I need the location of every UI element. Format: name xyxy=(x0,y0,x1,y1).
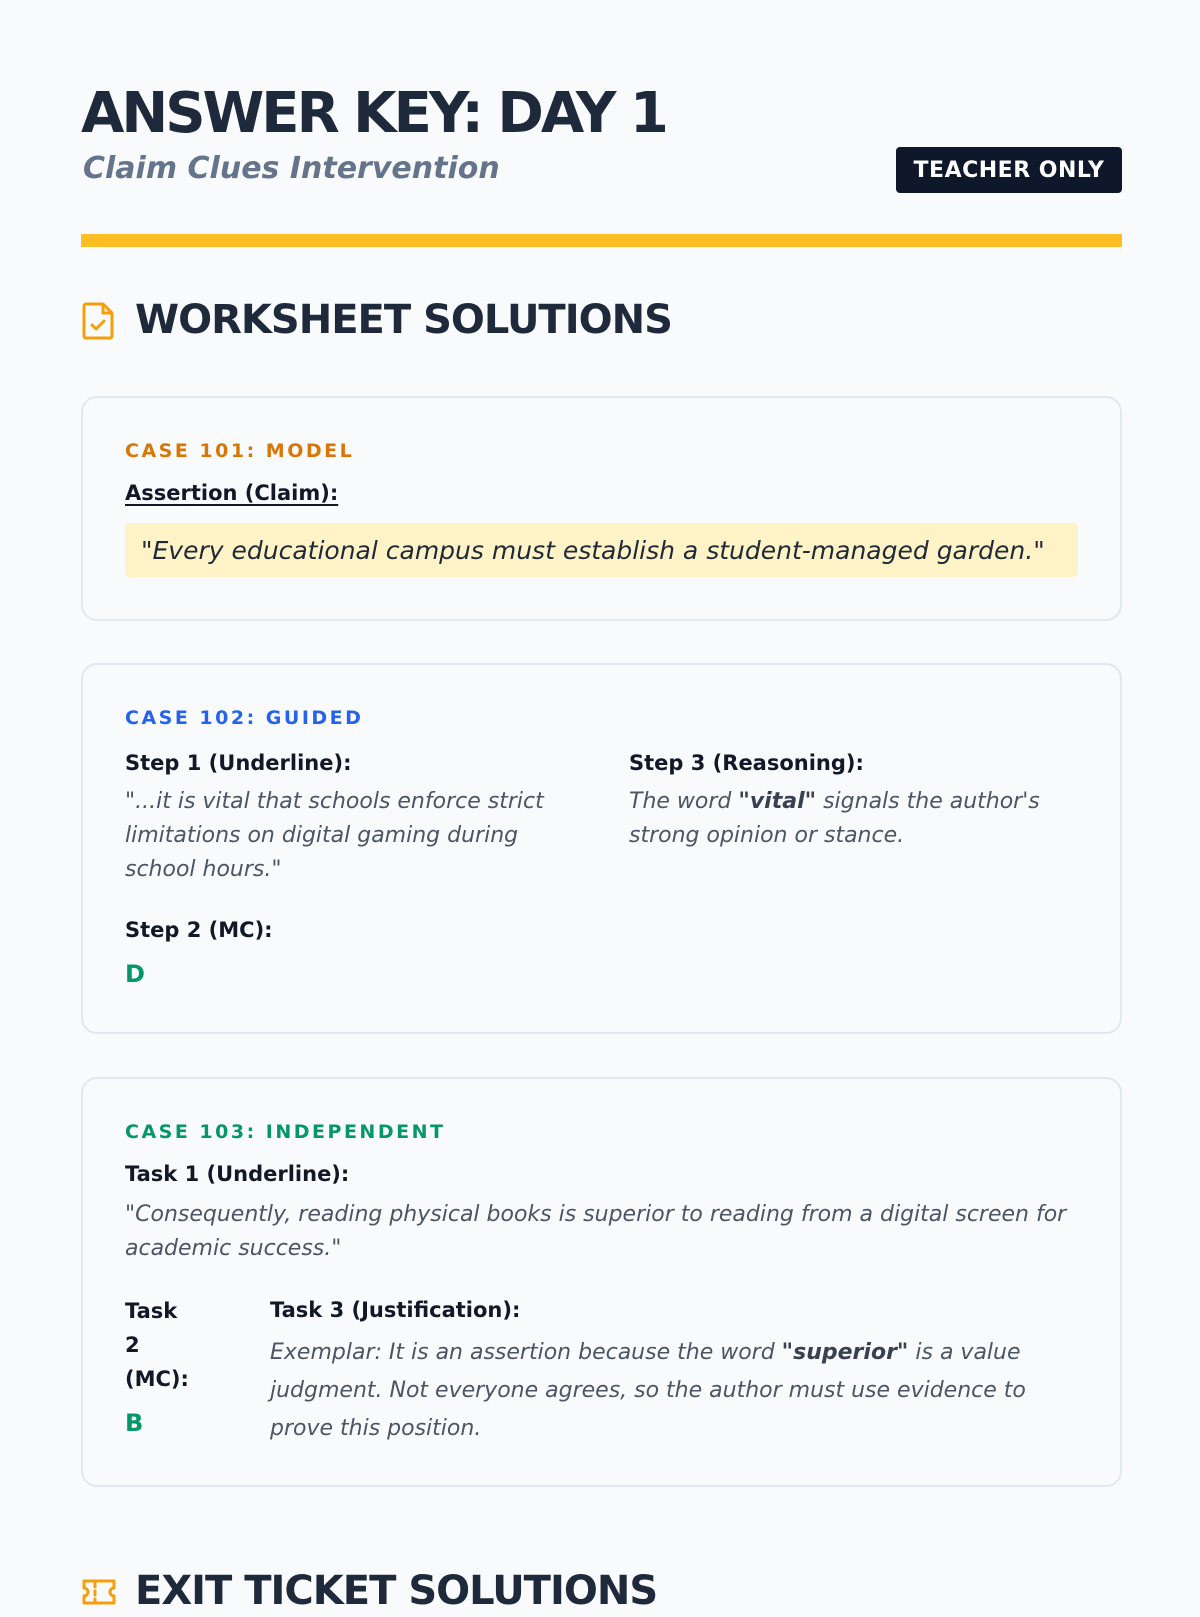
accent-divider xyxy=(81,234,1122,247)
worksheet-solutions-heading xyxy=(81,294,672,346)
step-1-answer: "...it is vital that schools enforce strict limitations on digital gaming during school hours." xyxy=(125,789,544,882)
case-102-card xyxy=(81,663,1122,1034)
ticket-icon xyxy=(81,1571,117,1611)
page-subtitle: Claim Clues Intervention xyxy=(83,151,500,186)
claim-highlight: "Every educational campus must establish a student-managed garden." xyxy=(125,523,1078,577)
case-103-card xyxy=(81,1077,1122,1487)
case-101-label: CASE 101: MODEL xyxy=(125,440,355,462)
claim-label: Assertion (Claim): xyxy=(125,481,339,505)
answer-key-page xyxy=(81,0,1122,1614)
task-1-answer: "Consequently, reading physical books is superior to reading from a digital screen for academic success." xyxy=(125,1202,1067,1261)
step-3-keyword: "vital" xyxy=(738,789,817,814)
header xyxy=(81,0,1122,248)
teacher-only-badge: TEACHER ONLY xyxy=(896,147,1122,193)
task-3-text-after: is a value judgment. Not everyone agrees, so the author must use evidence to prove this position. xyxy=(270,1340,1026,1441)
task-2-label: Task 2 (MC): xyxy=(125,1299,189,1391)
step-3-text-before: The word xyxy=(629,789,739,814)
case-102-label: CASE 102: GUIDED xyxy=(125,707,364,729)
task-3-keyword: "superior" xyxy=(781,1340,909,1365)
task-3-text-before: Exemplar: It is an assertion because the word xyxy=(270,1340,782,1365)
document-check-icon xyxy=(81,300,117,340)
task-2-answer: B xyxy=(125,1409,144,1437)
exit-ticket-solutions-heading xyxy=(81,1565,657,1617)
task-3-answer xyxy=(270,1334,1070,1448)
case-103-label: CASE 103: INDEPENDENT xyxy=(125,1121,446,1143)
case-101-card xyxy=(81,396,1122,621)
task-3-label: Task 3 (Justification): xyxy=(270,1298,521,1322)
page-title: ANSWER KEY: DAY 1 xyxy=(81,81,666,146)
step-3-answer xyxy=(629,785,1059,853)
step-2-answer: D xyxy=(125,960,145,988)
step-3-label: Step 3 (Reasoning): xyxy=(629,751,864,775)
step-3-text-after: signals the author's strong opinion or stance. xyxy=(629,789,1040,848)
section-title: WORKSHEET SOLUTIONS xyxy=(135,297,672,343)
step-2-label: Step 2 (MC): xyxy=(125,918,273,942)
section-title: EXIT TICKET SOLUTIONS xyxy=(135,1568,658,1614)
step-1-label: Step 1 (Underline): xyxy=(125,751,352,775)
task-1-label: Task 1 (Underline): xyxy=(125,1162,350,1186)
